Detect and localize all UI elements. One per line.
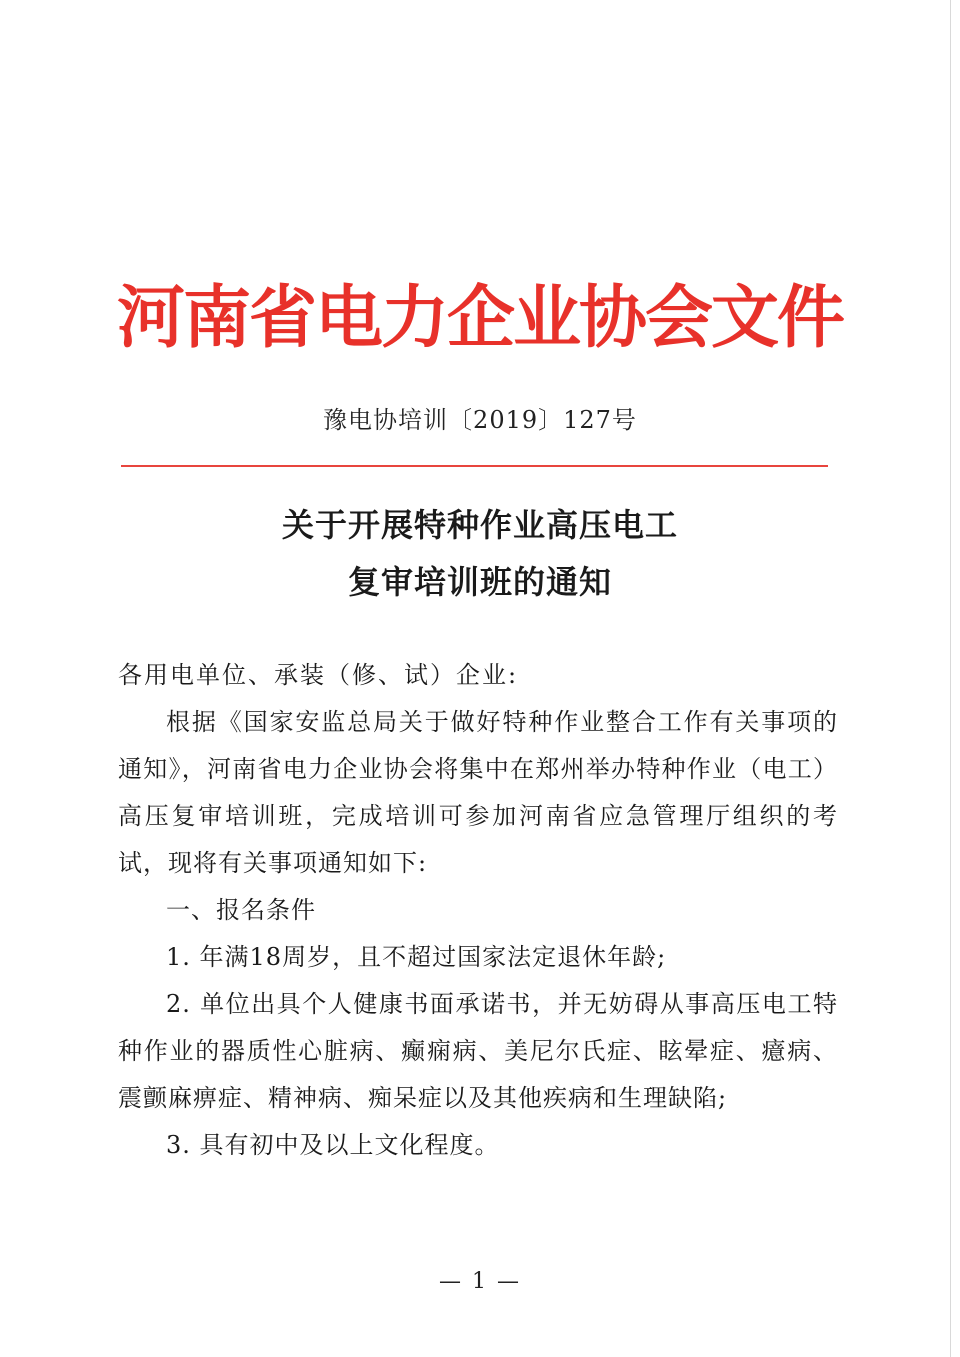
issuer-header-title: 河南省电力企业协会文件 [116, 278, 843, 358]
intro-paragraph: 根据《国家安监总局关于做好特种作业整合工作有关事项的通知》，河南省电力企业协会将集中在郑州举办特种作业（电工）高压复审培训班，完成培训可参加河南省应急管理厅组织的考试，现将有关事项通知如下: [118, 708, 838, 877]
condition-item-1: 1. 年满18周岁，且不超过国家法定退休年龄; [166, 943, 667, 971]
document-number: 豫电协培训〔2019〕127号 [323, 406, 637, 434]
salutation: 各用电单位、承装（修、试）企业: [118, 661, 519, 689]
page-edge-line [950, 0, 951, 1357]
section-heading-registration: 一、报名条件 [166, 896, 316, 924]
document-body [118, 652, 838, 1169]
notice-title-line-2: 复审培训班的通知 [347, 563, 612, 601]
condition-item-2: 2. 单位出具个人健康书面承诺书，并无妨碍从事高压电工特种作业的器质性心脏病、癫痫病、美尼尔氏症、眩晕症、癔病、震颤麻痹症、精神病、痴呆症以及其他疾病和生理缺陷; [118, 990, 838, 1112]
red-divider-rule [121, 465, 828, 467]
notice-title-line-1: 关于开展特种作业高压电工 [281, 506, 678, 544]
page-number: — 1 — [439, 1269, 521, 1294]
condition-item-3: 3. 具有初中及以上文化程度。 [166, 1131, 500, 1159]
